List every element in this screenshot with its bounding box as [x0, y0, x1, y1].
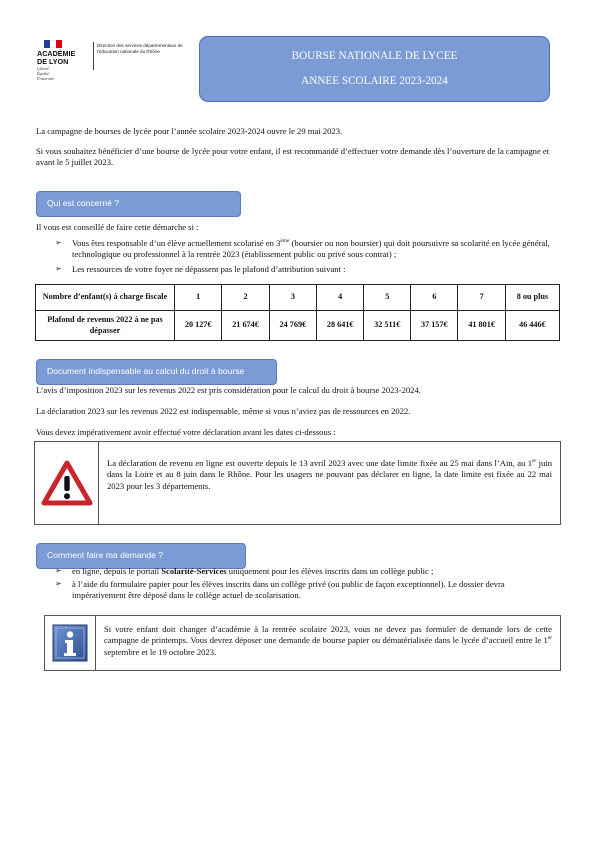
section2-paragraph-1: L’avis d’imposition 2023 sur les revenus 2022 est pris considération pour le calcul du droit à bourse 2023-2024.	[36, 385, 421, 395]
intro-paragraph-1: La campagne de bourses de lycée pour l’année scolaire 2023-2024 ouvre le 29 mai 2023.	[36, 126, 343, 136]
academie-logo	[37, 40, 95, 82]
table-cell: 5	[364, 285, 411, 311]
section2-paragraph-3: Vous devez impérativement avoir effectué votre déclaration avant les dates ci-dessous :	[36, 427, 336, 437]
arrow-bullet-icon: ➢	[55, 264, 62, 273]
info-text: Si votre enfant doit changer d’académie à la rentrée scolaire 2023, vous ne devez pas formuler de demande lors de cette campagne de printemps. Vous devrez déposer une demande de bourse papier ou dématérialisée dans le lycée d’accueil entre le 1er septembre et le 19 octobre 2023.	[104, 624, 552, 657]
table-cell: 24 769€	[269, 311, 316, 341]
table-row	[36, 285, 560, 311]
table-cell: 46 446€	[505, 311, 559, 341]
marianne-flag	[44, 40, 62, 48]
table-row-header: Nombre d’enfant(s) à charge fiscale	[36, 285, 175, 311]
direction-label: Direction des services départementaux de l'éducation nationale du Rhône	[97, 43, 183, 54]
table-cell: 6	[411, 285, 458, 311]
table-cell: 32 511€	[364, 311, 411, 341]
section-heading-documents: Document indispensable au calcul du droit à bourse	[36, 359, 277, 385]
table-cell: 37 157€	[411, 311, 458, 341]
warning-text: La déclaration de revenu en ligne est ouverte depuis le 13 avril 2023 avec une date limite fixée au 25 mai dans l’Ain, au 1er juin dans la Loire et au 8 juin dans le Rhône. Pour les usagers ne pouvant pas déclarer en ligne, la date limite est fixée au 22 mai 2023 pour les 3 départements.	[107, 458, 552, 491]
title-line-1: BOURSE NATIONALE DE LYCEE	[291, 50, 458, 63]
republic-motto: Liberté Égalité Fraternité	[37, 66, 55, 81]
table-cell: 21 674€	[222, 311, 269, 341]
warning-triangle-icon	[41, 460, 93, 506]
table-row	[36, 311, 560, 341]
info-notice	[44, 615, 561, 671]
section2-paragraph-2: La déclaration 2023 sur les revenus 2022 est indispensable, même si vous n’aviez pas de ressources en 2022.	[36, 406, 411, 416]
info-icon	[52, 624, 88, 662]
table-cell: 41 801€	[458, 311, 505, 341]
section-heading-who: Qui est concerné ?	[36, 191, 241, 217]
academie-name: ACADÉMIE DE LYON	[37, 49, 76, 66]
list-item: ➢ Les ressources de votre foyer ne dépassent pas le plafond d’attribution suivant :	[55, 264, 346, 274]
scolarite-services-portal: Scolarité-Services	[161, 566, 227, 576]
list-item: ➢ à l’aide du formulaire papier pour les élèves inscrits dans un collège privé (ou public de façon exceptionnel). Le dossier devra impérativement être déposé dans le collège actuel de scolarisation.	[55, 579, 505, 601]
table-cell: 2	[222, 285, 269, 311]
table-cell: 4	[317, 285, 364, 311]
section1-lead: Il vous est conseillé de faire cette démarche si :	[36, 222, 199, 232]
table-cell: 20 127€	[175, 311, 222, 341]
section-heading-how: Comment faire ma demande ?	[36, 543, 246, 569]
income-ceiling-table	[35, 284, 560, 341]
document-title	[199, 36, 550, 102]
list-item: ➢ Vous êtes responsable d’un élève actuellement scolarisé en 3ème (boursier ou non boursier) qui doit poursuivre sa scolarité en lycée général, technologique ou professionnel à la rentrée 2023 (établissement public ou privé sous contrat) ;	[55, 238, 550, 260]
warning-notice	[34, 441, 561, 525]
table-cell: 3	[269, 285, 316, 311]
title-line-2: ANNEE SCOLAIRE 2023-2024	[301, 75, 448, 87]
table-cell: 28 641€	[317, 311, 364, 341]
table-cell: 7	[458, 285, 505, 311]
intro-paragraph-2: Si vous souhaitez bénéficier d’une bourse de lycée pour votre enfant, il est recommandé d’effectuer votre demande dès l’ouverture de la campagne et avant le 5 juillet 2023.	[36, 146, 550, 168]
logo-divider	[93, 42, 94, 70]
list-item: ➢ en ligne, depuis le portail Scolarité-Services uniquement pour les élèves inscrits dans un collège public ;	[55, 566, 434, 576]
arrow-bullet-icon: ➢	[55, 579, 62, 588]
table-row-header: Plafond de revenus 2022 à ne pas dépasser	[36, 311, 175, 341]
table-cell: 8 ou plus	[505, 285, 559, 311]
arrow-bullet-icon: ➢	[55, 566, 62, 575]
table-cell: 1	[175, 285, 222, 311]
arrow-bullet-icon: ➢	[55, 238, 62, 247]
